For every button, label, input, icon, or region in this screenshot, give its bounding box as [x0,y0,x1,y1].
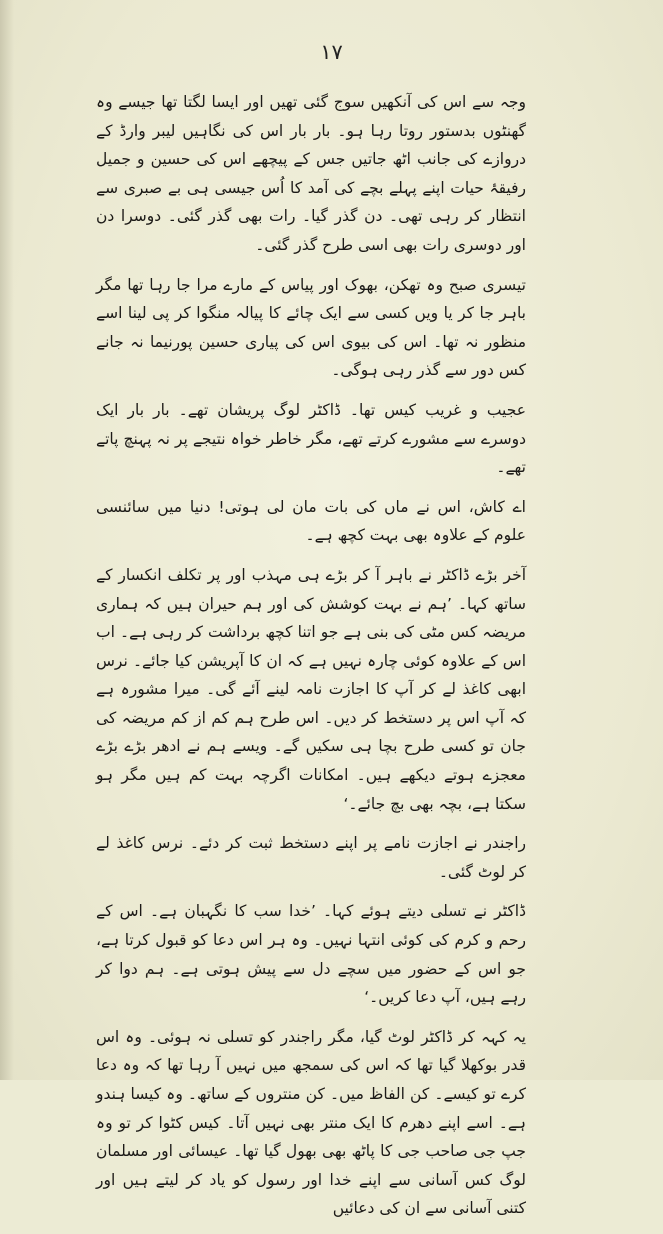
paragraph-5: آخر بڑے ڈاکٹر نے باہر آ کر بڑے ہی مہذب اور پر تکلف انکسار کے ساتھ کہا۔ ’ہم نے بہت کوشش کی اور ہم حیران ہیں کہ ہماری مریضہ کس مٹی کی بنی ہے جو اتنا کچھ برداشت کر رہی ہے۔ اب اس کے علاوہ کوئی چارہ نہیں ہے کہ ان کا آپریشن کیا جائے۔ نرس ابھی کاغذ لے کر آپ کا اجازت نامہ لینے آئے گی۔ میرا مشورہ ہے کہ آپ اس پر دستخط کر دیں۔ اس طرح ہم کم از کم مریضہ کی جان تو کسی طرح بچا ہی سکیں گے۔ ویسے ہم نے ادھر بڑے بڑے معجزے ہوتے دیکھے ہیں۔ امکانات اگرچہ بہت کم ہیں مگر ہو سکتا ہے، بچہ بھی بچ جائے۔‘ [96,565,526,813]
paragraph-4: اے کاش، اس نے ماں کی بات مان لی ہوتی! دنیا میں سائنسی علوم کے علاوہ بھی بہت کچھ ہے۔ [96,497,526,545]
paragraph-3: عجیب و غریب کیس تھا۔ ڈاکٹر لوگ پریشان تھے۔ بار بار ایک دوسرے سے مشورے کرتے تھے، مگر خاطر خواہ نتیجے پر نہ پہنچ پاتے تھے۔ [96,400,526,477]
page-number: ۱۷ [320,40,343,64]
paragraph-7: ڈاکٹر نے تسلی دیتے ہوئے کہا۔ ’خدا سب کا نگہبان ہے۔ اس کے رحم و کرم کی کوئی انتہا نہیں۔ وہ ہر اس دعا کو قبول کرتا ہے، جو اس کے حضور میں سچے دل سے پیش ہوتی ہے۔ ہم دوا کر رہے ہیں، آپ دعا کریں۔‘ [96,902,526,1007]
page-body-text [96,88,526,1234]
paragraph-1: وجہ سے اس کی آنکھیں سوج گئی تھیں اور ایسا لگتا تھا جیسے وہ گھنٹوں بدستور روتا رہا ہو۔ بار بار اس کی نگاہیں لیبر وارڈ کے دروازے کی جانب اٹھ جاتیں جس کے پیچھے اس کی حسین و جمیل رفیقۂ حیات اپنے پہلے بچے کی آمد کا اُس جیسی ہی بے صبری سے انتظار کر رہی تھی۔ دن گذر گیا۔ رات بھی گذر گئی۔ دوسرا دن اور دوسری رات بھی اسی طرح گذر گئی۔ [96,93,526,254]
paragraph-6: راجندر نے اجازت نامے پر اپنے دستخط ثبت کر دئے۔ نرس کاغذ لے کر لوٹ گئی۔ [96,834,526,881]
spine-shadow [0,0,14,1080]
paragraph-2: تیسری صبح وہ تھکن، بھوک اور پیاس کے مارے مرا جا رہا تھا مگر باہر جا کر یا ویں کسی سے ایک چائے کا پیالہ منگوا کر پی لینا اسے منظور نہ تھا۔ اس کی بیوی اس کی پیاری حسین پورنیما نہ جانے کس دور سے گذر رہی ہوگی۔ [96,275,526,380]
paragraph-8: یہ کہہ کر ڈاکٹر لوٹ گیا، مگر راجندر کو تسلی نہ ہوئی۔ وہ اس قدر بوکھلا گیا تھا کہ اس کی سمجھ میں نہیں آ رہا تھا کہ وہ دعا کرے تو کیسے۔ کن الفاظ میں۔ کن منتروں کے ساتھ۔ وہ کیسا ہندو ہے۔ اسے اپنے دھرم کا ایک منتر بھی نہیں آتا۔ کیس کٹوا کر تو وہ جپ جی صاحب جی کا پاٹھ بھی بھول گیا تھا۔ عیسائی اور مسلمان لوگ کس آسانی سے اپنے خدا اور رسول کو یاد کر لیتے ہیں اور کتنی آسانی سے ان کی دعائیں [96,1027,526,1218]
